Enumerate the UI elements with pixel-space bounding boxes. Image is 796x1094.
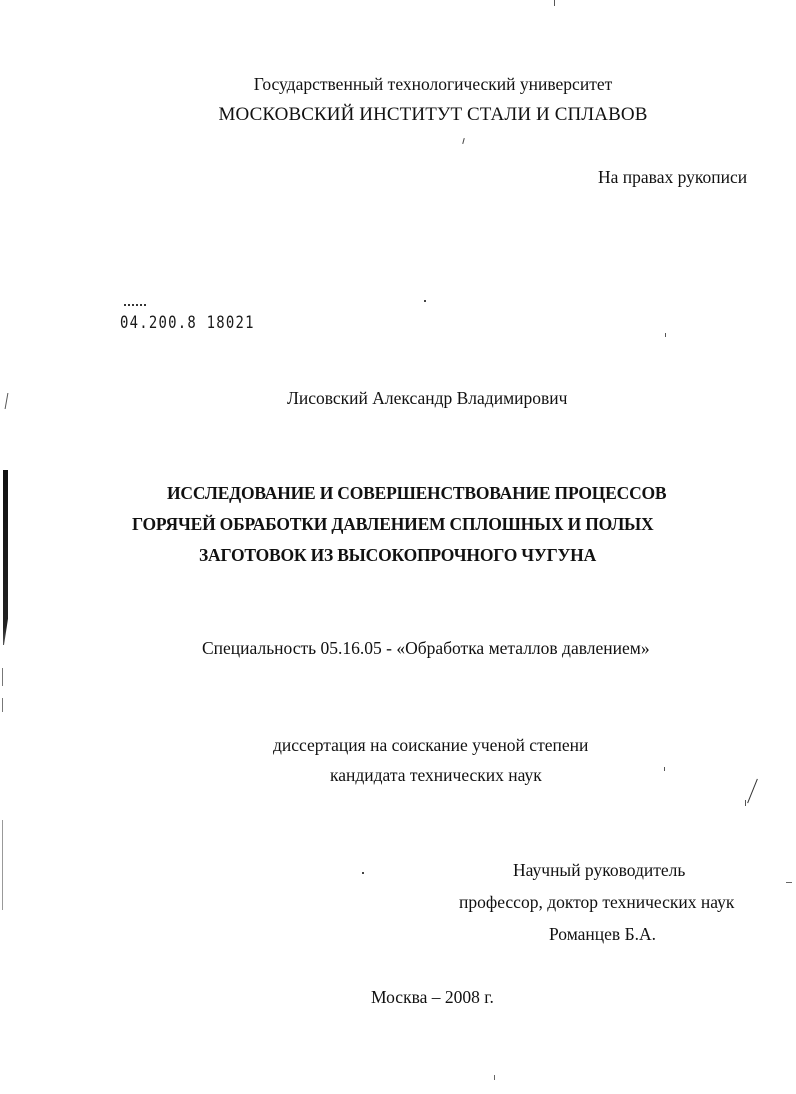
thesis-title-line-2: ГОРЯЧЕЙ ОБРАБОТКИ ДАВЛЕНИЕМ СПЛОШНЫХ И ПОЛЫХ bbox=[132, 514, 654, 534]
scan-artifact bbox=[786, 882, 792, 883]
scan-artifact bbox=[2, 820, 3, 910]
supervisor-label: Научный руководитель bbox=[513, 860, 686, 880]
scan-artifact bbox=[747, 779, 758, 803]
scan-artifact bbox=[2, 698, 3, 712]
scan-artifact bbox=[462, 138, 465, 144]
scan-artifact bbox=[424, 300, 426, 302]
author-name: Лисовский Александр Владимирович bbox=[287, 388, 568, 408]
supervisor-name: Романцев Б.А. bbox=[549, 924, 657, 944]
registration-stamp: 04.200.8 18021 bbox=[120, 313, 255, 333]
scan-artifact bbox=[665, 333, 666, 337]
scan-artifact bbox=[664, 767, 665, 771]
scan-artifact bbox=[745, 800, 746, 806]
scan-artifact bbox=[554, 0, 555, 6]
specialty: Специальность 05.16.05 - «Обработка металлов давлением» bbox=[202, 638, 650, 658]
scan-artifact bbox=[5, 393, 13, 409]
rights-note: На правах рукописи bbox=[598, 167, 748, 187]
thesis-title-line-1: ИССЛЕДОВАНИЕ И СОВЕРШЕНСТВОВАНИЕ ПРОЦЕССОВ bbox=[167, 483, 667, 503]
scan-binding-mark bbox=[3, 470, 8, 645]
scan-artifact bbox=[2, 668, 3, 686]
place-year: Москва – 2008 г. bbox=[371, 987, 494, 1007]
thesis-title-line-3: ЗАГОТОВОК ИЗ ВЫСОКОПРОЧНОГО ЧУГУНА bbox=[199, 545, 597, 565]
institute-name: МОСКОВСКИЙ ИНСТИТУТ СТАЛИ И СПЛАВОВ bbox=[218, 104, 648, 125]
stamp-mark bbox=[124, 304, 146, 308]
supervisor-credentials: профессор, доктор технических наук bbox=[459, 892, 735, 912]
scan-artifact bbox=[494, 1075, 495, 1080]
scan-artifact bbox=[362, 872, 364, 874]
degree-line-1: диссертация на соискание ученой степени bbox=[273, 735, 589, 755]
university-name: Государственный технологический университет bbox=[253, 74, 613, 94]
degree-line-2: кандидата технических наук bbox=[330, 765, 542, 785]
